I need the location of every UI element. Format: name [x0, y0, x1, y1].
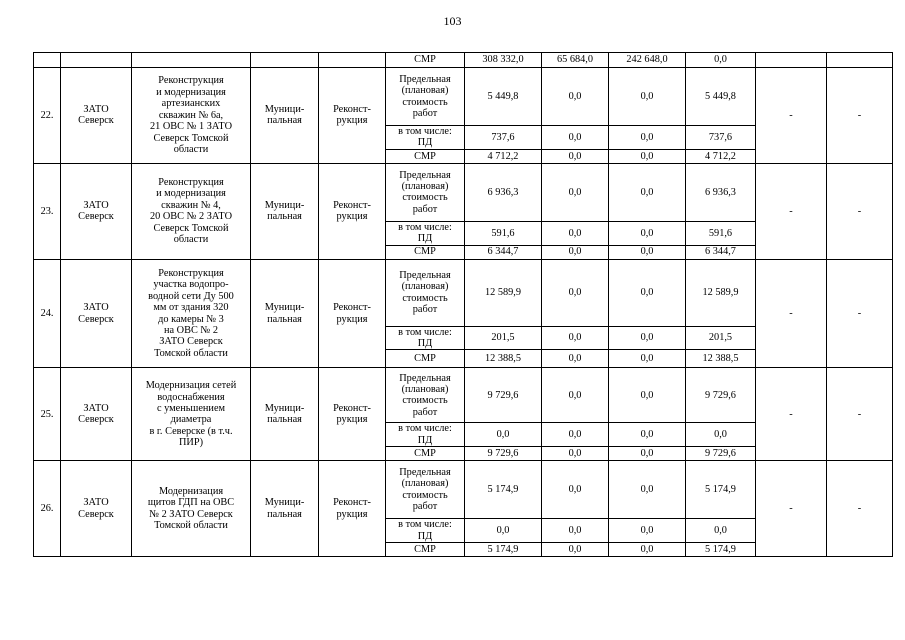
pd-value-cell: 0,0 [465, 519, 542, 543]
project-name-cell-line: № 2 ЗАТО Северск [149, 508, 233, 520]
smr-label-cell: СМР [386, 245, 465, 259]
smr-value-cell: 9 729,6 [686, 447, 756, 461]
pd-value-cell: 0,0 [542, 326, 609, 350]
pd-label-cell-line: ПД [417, 233, 433, 245]
cost-value-cell: 0,0 [542, 259, 609, 326]
cost-value-cell: 0,0 [542, 68, 609, 126]
municipality-cell [61, 163, 132, 259]
ownership-cell [251, 368, 319, 461]
smr-value-cell: 0,0 [542, 149, 609, 163]
smr-value-cell: 0,0 [609, 149, 686, 163]
pd-value-cell: 0,0 [686, 423, 756, 447]
pd-value-cell: 0,0 [542, 519, 609, 543]
smr-value-cell: 6 344,7 [465, 245, 542, 259]
smr-value-cell: 12 388,5 [465, 350, 542, 368]
project-name-cell-line: артезианских [161, 98, 221, 110]
project-name-cell-line: водной сети Ду 500 [148, 290, 234, 302]
smr-value-cell: 0,0 [542, 447, 609, 461]
work-type-cell-line: Реконст- [333, 402, 371, 414]
budget-table [33, 52, 893, 557]
work-type-cell-line: Реконст- [333, 497, 371, 509]
row-number: 25. [34, 368, 61, 461]
smr-value-cell: 0,0 [609, 447, 686, 461]
cost-label-cell-line: стоимость [402, 192, 448, 204]
project-name-cell-line: Северск Томской [153, 222, 229, 234]
project-name-cell-line: участка водопро- [153, 279, 229, 291]
municipality-cell-line: Северск [78, 414, 114, 426]
cell-empty [319, 53, 386, 68]
project-name-cell-line: Северск Томской [153, 132, 229, 144]
project-name-cell-line: щитов ГДП на ОВС [147, 497, 235, 509]
cell-empty [827, 53, 893, 68]
comment-cell-2: - [827, 368, 893, 461]
municipality-cell [61, 259, 132, 368]
row-number: 23. [34, 163, 61, 259]
project-name-cell-line: Модернизация сетей [145, 380, 237, 392]
top-value-1: 308 332,0 [465, 53, 542, 68]
cost-value-cell: 0,0 [542, 368, 609, 423]
work-type-cell [319, 163, 386, 259]
smr-value-cell: 4 712,2 [686, 149, 756, 163]
project-name-cell-line: диаметра [170, 414, 212, 426]
smr-label-cell: СМР [386, 350, 465, 368]
table-row-top [34, 53, 893, 68]
municipality-cell-line: Северск [78, 115, 114, 127]
project-name-cell [132, 68, 251, 164]
cost-value-cell: 5 449,8 [465, 68, 542, 126]
smr-value-cell: 0,0 [609, 350, 686, 368]
row-number: 22. [34, 68, 61, 164]
work-type-cell-line: рукция [336, 508, 368, 520]
cost-label-cell-line: (плановая) [401, 85, 449, 97]
pd-label-cell-line: в том числе: [398, 519, 452, 531]
cell-empty [34, 53, 61, 68]
cost-value-cell: 5 449,8 [686, 68, 756, 126]
pd-label-cell-line: ПД [417, 338, 433, 350]
municipality-cell [61, 68, 132, 164]
cost-value-cell: 0,0 [609, 163, 686, 221]
municipality-cell-line: ЗАТО [83, 104, 109, 115]
cost-value-cell: 5 174,9 [686, 461, 756, 519]
ownership-cell-line: пальная [267, 508, 302, 520]
ownership-cell-line: Муници- [264, 104, 305, 115]
project-name-cell-line: 20 ОВС № 2 ЗАТО [149, 211, 233, 223]
project-name-cell-line: Модернизация [158, 485, 224, 497]
cost-value-cell: 12 589,9 [465, 259, 542, 326]
pd-label-cell [386, 519, 465, 543]
comment-cell-1: - [756, 68, 827, 164]
project-name-cell-line: области [173, 234, 209, 246]
project-name-cell-line: в г. Северске (в т.ч. [149, 425, 233, 437]
pd-value-cell: 0,0 [542, 221, 609, 245]
ownership-cell-line: Муници- [264, 302, 305, 314]
smr-value-cell: 0,0 [609, 245, 686, 259]
cost-label-cell-line: Предельная [399, 73, 451, 85]
cost-label-cell-line: (плановая) [401, 384, 449, 396]
work-type-cell-line: рукция [336, 313, 368, 325]
pd-label-cell [386, 423, 465, 447]
cost-label-cell-line: Предельная [399, 372, 451, 384]
pd-label-cell [386, 126, 465, 150]
work-type-cell-line: рукция [336, 211, 368, 223]
smr-value-cell: 0,0 [542, 543, 609, 557]
comment-cell-1: - [756, 368, 827, 461]
pd-value-cell: 0,0 [465, 423, 542, 447]
project-name-cell-line: мм от здания 320 [153, 302, 229, 314]
cost-label-cell-line: стоимость [402, 489, 448, 501]
project-name-cell-line: до камеры № 3 [158, 313, 224, 325]
ownership-cell-line: пальная [267, 211, 302, 223]
project-name-cell-line: и модернизация [156, 86, 226, 98]
ownership-cell [251, 163, 319, 259]
cost-label-cell-line: (плановая) [401, 478, 449, 490]
top-value-4: 0,0 [686, 53, 756, 68]
cost-label-cell-line: (плановая) [401, 281, 449, 293]
cost-label-cell-line: Предельная [399, 169, 451, 181]
cost-value-cell: 0,0 [609, 368, 686, 423]
smr-value-cell: 4 712,2 [465, 149, 542, 163]
project-name-cell-line: Реконструкция [158, 75, 224, 87]
pd-value-cell: 201,5 [686, 326, 756, 350]
smr-value-cell: 12 388,5 [686, 350, 756, 368]
smr-value-cell: 5 174,9 [686, 543, 756, 557]
cost-label-cell-line: стоимость [402, 395, 448, 407]
project-name-cell-line: и модернизация [156, 188, 226, 200]
municipality-cell [61, 368, 132, 461]
cell-empty [132, 53, 251, 68]
project-name-cell [132, 163, 251, 259]
municipality-cell-line: Северск [78, 313, 114, 325]
work-type-cell-line: Реконст- [333, 302, 371, 314]
pd-value-cell: 591,6 [465, 221, 542, 245]
cost-label-cell-line: работ [412, 406, 438, 418]
table-body [34, 53, 893, 557]
ownership-cell-line: пальная [267, 414, 302, 426]
cost-label-cell-line: Предельная [399, 269, 451, 281]
smr-label-cell: СМР [386, 149, 465, 163]
smr-value-cell: 0,0 [542, 245, 609, 259]
comment-cell-2: - [827, 461, 893, 557]
cost-label-cell-line: стоимость [402, 96, 448, 108]
top-value-3: 242 648,0 [609, 53, 686, 68]
work-type-cell [319, 259, 386, 368]
comment-cell-2: - [827, 259, 893, 368]
cost-value-cell: 5 174,9 [465, 461, 542, 519]
pd-label-cell [386, 326, 465, 350]
pd-value-cell: 591,6 [686, 221, 756, 245]
comment-cell-2: - [827, 163, 893, 259]
cost-value-cell: 0,0 [609, 259, 686, 326]
cost-value-cell: 0,0 [609, 68, 686, 126]
comment-cell-1: - [756, 163, 827, 259]
municipality-cell-line: ЗАТО [83, 302, 109, 314]
cost-label-cell [386, 368, 465, 423]
smr-value-cell: 0,0 [542, 350, 609, 368]
page-number: 103 [443, 14, 462, 28]
table-row [34, 163, 893, 221]
table-row [34, 461, 893, 519]
pd-value-cell: 0,0 [609, 423, 686, 447]
pd-value-cell: 0,0 [609, 519, 686, 543]
ownership-cell-line: Муници- [264, 497, 305, 509]
ownership-cell-line: пальная [267, 115, 302, 127]
municipality-cell-line: ЗАТО [83, 497, 109, 509]
pd-label-cell [386, 221, 465, 245]
cell-empty [61, 53, 132, 68]
cost-value-cell: 9 729,6 [465, 368, 542, 423]
cost-label-cell [386, 163, 465, 221]
ownership-cell-line: пальная [267, 313, 302, 325]
project-name-cell-line: Томской области [154, 347, 228, 359]
pd-value-cell: 737,6 [465, 126, 542, 150]
cost-label-cell-line: стоимость [402, 292, 448, 304]
cost-label-cell [386, 461, 465, 519]
comment-cell-2: - [827, 68, 893, 164]
row-number: 26. [34, 461, 61, 557]
cost-value-cell: 0,0 [542, 461, 609, 519]
work-type-cell-line: рукция [336, 414, 368, 426]
pd-value-cell: 201,5 [465, 326, 542, 350]
cost-label-cell-line: работ [412, 107, 438, 119]
project-name-cell-line: с уменьшением [156, 402, 226, 414]
top-smr-label: СМР [386, 53, 465, 68]
project-name-cell [132, 461, 251, 557]
project-name-cell-line: Реконструкция [158, 177, 224, 188]
pd-label-cell-line: ПД [417, 434, 433, 446]
pd-value-cell: 0,0 [686, 519, 756, 543]
municipality-cell-line: Северск [78, 211, 114, 223]
cell-empty [251, 53, 319, 68]
project-name-cell-line: ПИР) [178, 437, 204, 449]
work-type-cell-line: Реконст- [333, 104, 371, 115]
ownership-cell-line: Муници- [264, 402, 305, 414]
work-type-cell [319, 68, 386, 164]
work-type-cell [319, 368, 386, 461]
cost-label-cell [386, 68, 465, 126]
cost-value-cell: 0,0 [609, 461, 686, 519]
project-name-cell-line: водоснабжения [157, 391, 225, 403]
cost-label-cell-line: работ [412, 203, 438, 215]
table-row [34, 68, 893, 126]
pd-value-cell: 0,0 [609, 221, 686, 245]
pd-value-cell: 737,6 [686, 126, 756, 150]
comment-cell-1: - [756, 461, 827, 557]
project-name-cell-line: скважин № 4, [161, 199, 221, 211]
cost-value-cell: 0,0 [542, 163, 609, 221]
work-type-cell-line: Реконст- [333, 199, 371, 211]
project-name-cell [132, 368, 251, 461]
pd-label-cell-line: в том числе: [398, 126, 452, 137]
work-type-cell-line: рукция [336, 115, 368, 127]
smr-value-cell: 0,0 [609, 543, 686, 557]
municipality-cell-line: ЗАТО [83, 402, 109, 414]
pd-value-cell: 0,0 [542, 423, 609, 447]
cost-label-cell [386, 259, 465, 326]
table-row [34, 368, 893, 423]
municipality-cell-line: ЗАТО [83, 199, 109, 211]
table-row [34, 259, 893, 326]
cost-label-cell-line: работ [412, 501, 438, 513]
project-name-cell-line: ЗАТО Северск [159, 336, 223, 348]
pd-label-cell-line: ПД [417, 137, 433, 149]
row-number: 24. [34, 259, 61, 368]
smr-label-cell: СМР [386, 543, 465, 557]
smr-label-cell: СМР [386, 447, 465, 461]
project-name-cell [132, 259, 251, 368]
cell-empty [756, 53, 827, 68]
cost-label-cell-line: работ [412, 304, 438, 316]
ownership-cell [251, 461, 319, 557]
smr-value-cell: 5 174,9 [465, 543, 542, 557]
cost-label-cell-line: Предельная [399, 466, 451, 478]
smr-value-cell: 6 344,7 [686, 245, 756, 259]
cost-value-cell: 6 936,3 [686, 163, 756, 221]
project-name-cell-line: 21 ОВС № 1 ЗАТО [149, 121, 233, 133]
ownership-cell [251, 68, 319, 164]
smr-value-cell: 9 729,6 [465, 447, 542, 461]
project-name-cell-line: области [173, 143, 209, 155]
project-name-cell-line: скважин № 6а, [158, 109, 224, 121]
ownership-cell-line: Муници- [264, 199, 305, 211]
municipality-cell-line: Северск [78, 508, 114, 520]
project-name-cell-line: на ОВС № 2 [164, 324, 218, 336]
top-value-2: 65 684,0 [542, 53, 609, 68]
cost-value-cell: 9 729,6 [686, 368, 756, 423]
work-type-cell [319, 461, 386, 557]
cost-value-cell: 12 589,9 [686, 259, 756, 326]
cost-value-cell: 6 936,3 [465, 163, 542, 221]
pd-label-cell-line: в том числе: [398, 423, 452, 435]
pd-value-cell: 0,0 [609, 126, 686, 150]
pd-value-cell: 0,0 [609, 326, 686, 350]
pd-label-cell-line: ПД [417, 530, 433, 542]
comment-cell-1: - [756, 259, 827, 368]
pd-value-cell: 0,0 [542, 126, 609, 150]
pd-label-cell-line: в том числе: [398, 326, 452, 338]
pd-label-cell-line: в том числе: [398, 221, 452, 233]
project-name-cell-line: Реконструкция [158, 267, 224, 279]
project-name-cell-line: Томской области [154, 520, 228, 532]
cost-label-cell-line: (плановая) [401, 180, 449, 192]
ownership-cell [251, 259, 319, 368]
municipality-cell [61, 461, 132, 557]
